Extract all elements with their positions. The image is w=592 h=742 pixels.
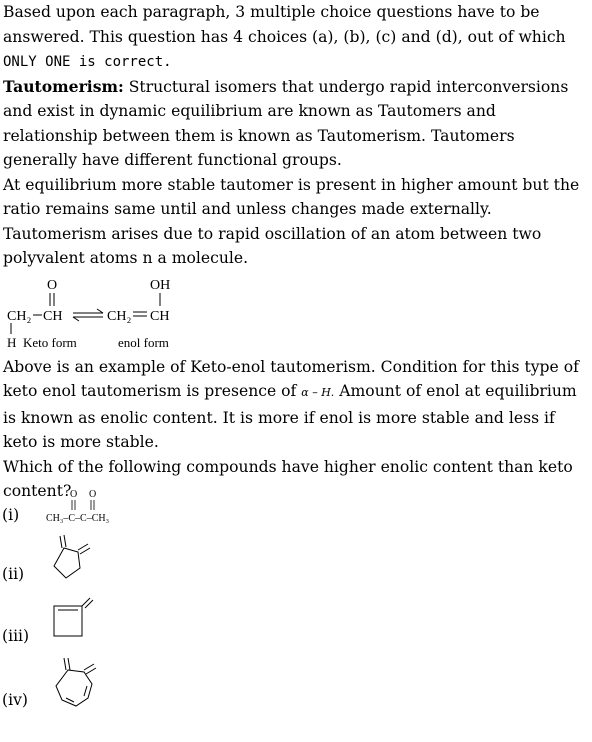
explanation-paragraph xyxy=(3,355,589,455)
ring7-co2-bond-b xyxy=(86,668,96,674)
enol-ch-label: CH xyxy=(150,308,170,324)
option-iv-label: (iv) xyxy=(2,691,28,709)
intro-line-1: Based upon each paragraph, 3 multiple choice questions have to be xyxy=(3,3,540,21)
keto-ch-label: CH xyxy=(43,308,63,324)
option-iii-label: (iii) xyxy=(2,627,30,645)
explanation-before: Above is an example of Keto-enol tautomerism. Condition for this type of keto enol tautomerism is presence of xyxy=(3,357,579,400)
ring7-co-bond-b xyxy=(68,658,70,670)
equilibrium-arrowhead-top xyxy=(97,309,103,313)
option-ii xyxy=(0,526,300,588)
keto-ch2-label: CH₂ xyxy=(7,308,32,324)
option-iii xyxy=(0,588,300,650)
equilibrium-paragraph: At equilibrium more stable tautomer is present in higher amount but the ratio remains same until and unless changes made externally. Tautomerism arises due to rapid oscillation of an atom between two polyvalent atoms n a molecule. xyxy=(3,175,580,267)
diketone-structure xyxy=(44,486,144,530)
enol-ch2-label: CH₂ xyxy=(107,308,132,324)
diketone-formula: CH₃–C–C–CH₃ xyxy=(46,513,110,524)
ring7-co2-bond-a xyxy=(84,664,94,670)
ring-co-bond-a xyxy=(60,536,62,548)
ring7-inner-double-2 xyxy=(66,698,74,702)
keto-oxygen-label: O xyxy=(47,277,58,293)
document-page xyxy=(3,0,589,504)
carbonyl-o-1-label: O xyxy=(70,489,78,500)
intro-line-3: ONLY ONE is correct. xyxy=(3,54,172,70)
cyclopentane-ring xyxy=(54,548,80,578)
enol-oh-label: OH xyxy=(150,277,171,293)
alpha-h-symbol: α – H. xyxy=(301,386,335,399)
keto-enol-diagram xyxy=(3,271,263,355)
ring7-inner-double-1 xyxy=(84,686,87,696)
keto-enol-scheme xyxy=(3,271,263,355)
intro-line-2: answered. This question has 4 choices (a), (b), (c) and (d), out of which xyxy=(3,27,566,46)
option-i-label: (i) xyxy=(2,506,20,524)
cyclopentanedione-structure xyxy=(46,526,106,588)
ring-co2-bond-b xyxy=(80,548,90,554)
explanation-after: Amount of enol at equilibrium is known as enolic content. It is more if enol is more stable and less if keto is more stable. xyxy=(3,382,577,451)
carbonyl-o-2-label: O xyxy=(89,489,97,500)
option-ii-label: (ii) xyxy=(2,565,25,583)
cyclobutenone-structure xyxy=(46,588,106,650)
ring7-co-bond-a xyxy=(64,658,66,670)
equilibrium-arrowhead-bottom xyxy=(73,317,79,321)
alpha-h-label: H xyxy=(7,334,17,350)
enol-form-label: enol form xyxy=(118,334,169,350)
option-iv xyxy=(0,650,300,720)
tautomerism-paragraph xyxy=(3,75,589,173)
cycloheptadienone-structure xyxy=(46,650,110,720)
tautomerism-text: Structural isomers that undergo rapid interconversions and exist in dynamic equilibrium are known as Tautomers and relationship between them is known as Tautomerism. Tautomers generally have different functional groups. xyxy=(3,77,569,169)
ring-co-bond-b xyxy=(64,535,66,547)
keto-form-label: Keto form xyxy=(23,334,77,350)
question-text: Which of the following compounds have higher enolic content than keto content? xyxy=(3,457,573,500)
intro xyxy=(3,0,589,75)
tautomerism-heading: Tautomerism: xyxy=(3,76,124,96)
ring-co2-bond-a xyxy=(78,544,88,550)
